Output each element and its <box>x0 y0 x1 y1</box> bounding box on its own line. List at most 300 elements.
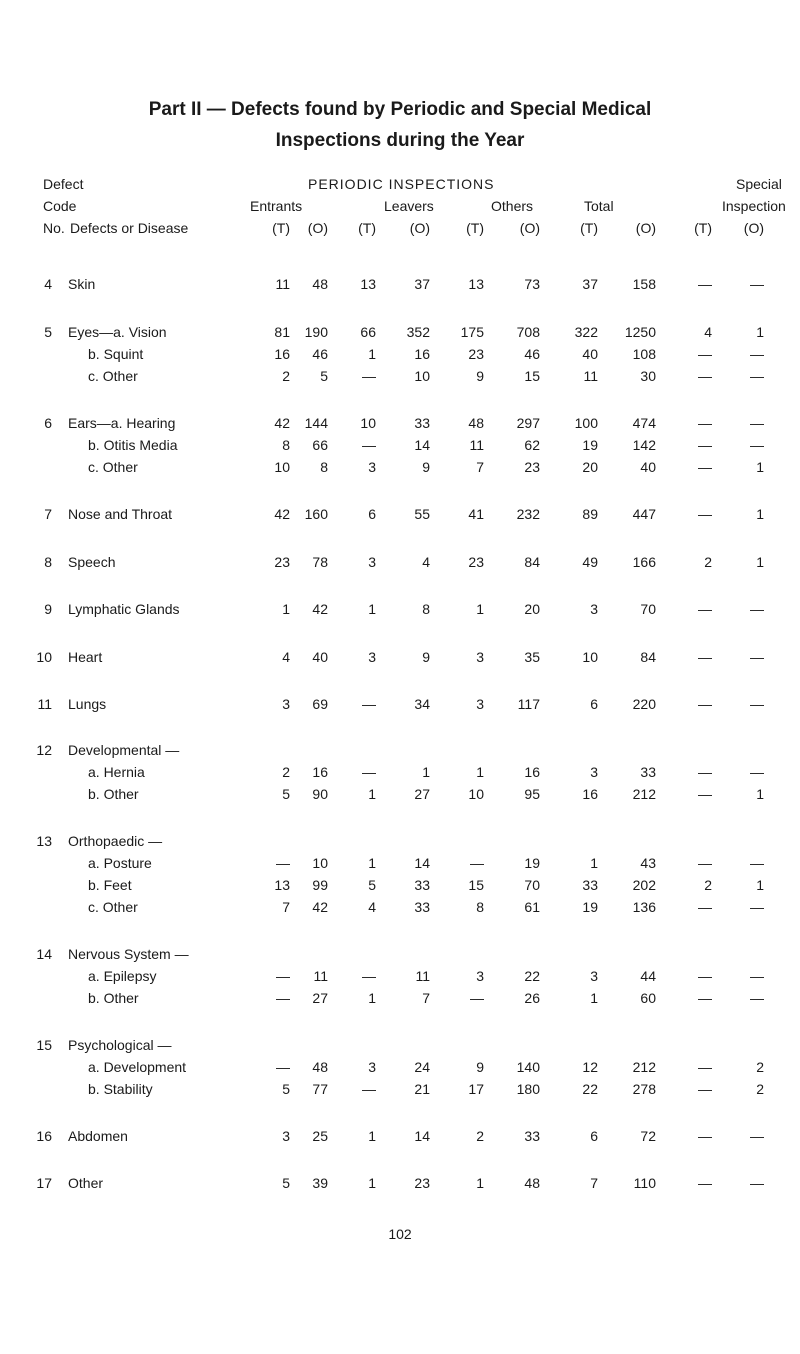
header-o-column: (O) <box>409 220 430 236</box>
cell-value: 27 <box>414 786 430 802</box>
cell-value: — <box>698 415 712 431</box>
cell-value: 81 <box>274 324 290 340</box>
cell-value: — <box>470 855 484 871</box>
cell-value: 27 <box>312 990 328 1006</box>
cell-value: 100 <box>574 415 598 431</box>
cell-value: 55 <box>414 506 430 522</box>
header-o-column: (O) <box>635 220 656 236</box>
row-label: Heart <box>68 649 103 665</box>
cell-value: — <box>276 1059 290 1075</box>
cell-value: 4 <box>368 899 376 915</box>
cell-value: 17 <box>468 1081 484 1097</box>
header-group-leavers: Leavers <box>384 198 434 214</box>
header-t-column: (T) <box>358 220 376 236</box>
table-row <box>0 459 800 479</box>
cell-value: 447 <box>632 506 656 522</box>
row-label: Nervous System — <box>68 946 189 962</box>
cell-value: 3 <box>476 649 484 665</box>
cell-value: 4 <box>704 324 712 340</box>
cell-value: 73 <box>524 276 540 292</box>
cell-value: 33 <box>414 415 430 431</box>
cell-value: 3 <box>368 1059 376 1075</box>
header-t-column: (T) <box>694 220 712 236</box>
cell-value: 10 <box>360 415 376 431</box>
cell-value: 30 <box>640 368 656 384</box>
cell-value: 44 <box>640 968 656 984</box>
table-row <box>0 1128 800 1148</box>
table-row <box>0 742 800 762</box>
row-code: 5 <box>44 324 52 340</box>
cell-value: 46 <box>312 346 328 362</box>
row-code: 10 <box>36 649 52 665</box>
cell-value: 144 <box>304 415 328 431</box>
cell-value: 1250 <box>624 324 656 340</box>
row-label: Lungs <box>68 696 107 712</box>
cell-value: 99 <box>312 877 328 893</box>
cell-value: 13 <box>468 276 484 292</box>
cell-value: 2 <box>282 368 290 384</box>
cell-value: 19 <box>582 899 598 915</box>
cell-value: 46 <box>524 346 540 362</box>
cell-value: — <box>750 601 764 617</box>
cell-value: — <box>698 1059 712 1075</box>
cell-value: — <box>698 968 712 984</box>
cell-value: — <box>362 368 376 384</box>
cell-value: 108 <box>632 346 656 362</box>
cell-value: — <box>470 990 484 1006</box>
cell-value: 33 <box>414 877 430 893</box>
cell-value: 25 <box>312 1128 328 1144</box>
cell-value: 13 <box>360 276 376 292</box>
cell-value: 37 <box>414 276 430 292</box>
table-row <box>0 1175 800 1195</box>
cell-value: — <box>750 764 764 780</box>
cell-value: 42 <box>274 506 290 522</box>
row-code: 7 <box>44 506 52 522</box>
cell-value: 1 <box>368 1128 376 1144</box>
cell-value: 23 <box>468 554 484 570</box>
cell-value: 8 <box>320 459 328 475</box>
cell-value: — <box>698 649 712 665</box>
cell-value: 3 <box>476 696 484 712</box>
cell-value: 34 <box>414 696 430 712</box>
cell-value: 11 <box>313 968 328 984</box>
cell-value: 2 <box>704 877 712 893</box>
cell-value: 24 <box>414 1059 430 1075</box>
table-row <box>0 877 800 897</box>
cell-value: 5 <box>282 1081 290 1097</box>
row-label: Nose and Throat <box>68 506 173 522</box>
cell-value: 6 <box>368 506 376 522</box>
cell-value: 15 <box>468 877 484 893</box>
cell-value: 12 <box>582 1059 598 1075</box>
page-title: Part II — Defects found by Periodic and Special Medical <box>148 99 652 120</box>
row-label: Orthopaedic — <box>68 833 163 849</box>
row-label: Psychological — <box>68 1037 172 1053</box>
cell-value: 474 <box>632 415 656 431</box>
cell-value: 3 <box>476 968 484 984</box>
cell-value: 70 <box>640 601 656 617</box>
cell-value: 10 <box>274 459 290 475</box>
row-label: Skin <box>68 276 96 292</box>
cell-value: 16 <box>414 346 430 362</box>
cell-value: 23 <box>274 554 290 570</box>
header-t-column: (T) <box>272 220 290 236</box>
cell-value: 33 <box>640 764 656 780</box>
cell-value: 1 <box>368 786 376 802</box>
row-label: Developmental — <box>68 742 180 758</box>
header-no: No. <box>43 220 65 236</box>
cell-value: 23 <box>414 1175 430 1191</box>
row-label: a. Hernia <box>88 764 145 780</box>
cell-value: — <box>698 346 712 362</box>
cell-value: 19 <box>582 437 598 453</box>
cell-value: — <box>750 1128 764 1144</box>
cell-value: 40 <box>312 649 328 665</box>
header-inspection: Inspection <box>722 198 786 214</box>
row-code: 9 <box>44 601 52 617</box>
cell-value: 33 <box>582 877 598 893</box>
row-label: Other <box>68 1175 104 1191</box>
cell-value: 19 <box>524 855 540 871</box>
cell-value: — <box>698 899 712 915</box>
cell-value: 1 <box>756 786 764 802</box>
cell-value: 708 <box>516 324 540 340</box>
cell-value: 297 <box>516 415 540 431</box>
cell-value: 1 <box>368 990 376 1006</box>
cell-value: 9 <box>476 1059 484 1075</box>
table-row <box>0 1081 800 1101</box>
table-row <box>0 833 800 853</box>
cell-value: — <box>698 459 712 475</box>
header-group-others: Others <box>491 198 534 214</box>
cell-value: — <box>362 696 376 712</box>
page-subtitle: Inspections during the Year <box>275 130 525 151</box>
cell-value: 20 <box>582 459 598 475</box>
cell-value: 22 <box>582 1081 598 1097</box>
cell-value: 1 <box>422 764 430 780</box>
cell-value: — <box>698 276 712 292</box>
cell-value: 5 <box>368 877 376 893</box>
cell-value: 140 <box>516 1059 540 1075</box>
header-t-column: (T) <box>466 220 484 236</box>
cell-value: — <box>698 506 712 522</box>
cell-value: 10 <box>582 649 598 665</box>
cell-value: 1 <box>368 1175 376 1191</box>
cell-value: 9 <box>422 459 430 475</box>
cell-value: 1 <box>282 601 290 617</box>
header-defects-or-disease: Defects or Disease <box>70 220 189 236</box>
cell-value: 1 <box>368 346 376 362</box>
cell-value: 1 <box>756 554 764 570</box>
cell-value: 78 <box>312 554 328 570</box>
page-number: 102 <box>388 1226 412 1242</box>
cell-value: 14 <box>414 1128 430 1144</box>
cell-value: 14 <box>414 437 430 453</box>
row-label: b. Squint <box>88 346 144 362</box>
cell-value: — <box>698 1128 712 1144</box>
cell-value: 23 <box>468 346 484 362</box>
cell-value: 8 <box>476 899 484 915</box>
cell-value: — <box>698 786 712 802</box>
cell-value: 3 <box>282 696 290 712</box>
cell-value: 23 <box>524 459 540 475</box>
cell-value: 3 <box>368 649 376 665</box>
cell-value: 9 <box>422 649 430 665</box>
cell-value: 90 <box>312 786 328 802</box>
cell-value: 1 <box>476 1175 484 1191</box>
cell-value: — <box>276 968 290 984</box>
cell-value: 352 <box>406 324 430 340</box>
row-label: Eyes—a. Vision <box>68 324 167 340</box>
header-group-total: Total <box>584 198 614 214</box>
cell-value: 48 <box>468 415 484 431</box>
cell-value: 117 <box>517 696 540 712</box>
cell-value: 1 <box>590 855 598 871</box>
row-code: 4 <box>44 276 52 292</box>
cell-value: 1 <box>756 459 764 475</box>
cell-value: 39 <box>312 1175 328 1191</box>
table-row <box>0 696 800 716</box>
cell-value: — <box>698 855 712 871</box>
row-code: 14 <box>36 946 52 962</box>
header-o-column: (O) <box>307 220 328 236</box>
cell-value: 62 <box>524 437 540 453</box>
cell-value: 1 <box>368 855 376 871</box>
cell-value: 1 <box>756 324 764 340</box>
cell-value: 8 <box>422 601 430 617</box>
cell-value: — <box>750 696 764 712</box>
cell-value: — <box>750 899 764 915</box>
row-label: b. Other <box>88 990 139 1006</box>
row-label: Lymphatic Glands <box>68 601 180 617</box>
table-row <box>0 786 800 806</box>
table-row <box>0 437 800 457</box>
cell-value: — <box>750 649 764 665</box>
cell-value: — <box>750 346 764 362</box>
cell-value: 6 <box>590 1128 598 1144</box>
table-row <box>0 601 800 621</box>
cell-value: — <box>276 855 290 871</box>
cell-value: 37 <box>582 276 598 292</box>
cell-value: 10 <box>468 786 484 802</box>
cell-value: 26 <box>524 990 540 1006</box>
cell-value: 16 <box>582 786 598 802</box>
cell-value: — <box>362 1081 376 1097</box>
cell-value: 2 <box>704 554 712 570</box>
cell-value: — <box>362 764 376 780</box>
cell-value: 20 <box>524 601 540 617</box>
table-row <box>0 415 800 435</box>
cell-value: 7 <box>282 899 290 915</box>
cell-value: — <box>750 276 764 292</box>
cell-value: 322 <box>574 324 598 340</box>
header-o-column: (O) <box>519 220 540 236</box>
cell-value: 66 <box>312 437 328 453</box>
cell-value: 61 <box>524 899 540 915</box>
cell-value: — <box>698 1175 712 1191</box>
table-row <box>0 1037 800 1057</box>
row-code: 12 <box>36 742 52 758</box>
header-periodic-inspections: PERIODIC INSPECTIONS <box>308 176 495 192</box>
cell-value: 3 <box>282 1128 290 1144</box>
cell-value: 7 <box>590 1175 598 1191</box>
row-code: 13 <box>36 833 52 849</box>
cell-value: 42 <box>312 899 328 915</box>
cell-value: 3 <box>590 601 598 617</box>
cell-value: 2 <box>756 1059 764 1075</box>
cell-value: 35 <box>524 649 540 665</box>
cell-value: — <box>750 415 764 431</box>
table-row <box>0 324 800 344</box>
cell-value: 42 <box>312 601 328 617</box>
row-label: b. Feet <box>88 877 132 893</box>
cell-value: 10 <box>414 368 430 384</box>
cell-value: 110 <box>633 1175 656 1191</box>
table-row <box>0 990 800 1010</box>
row-label: b. Otitis Media <box>88 437 178 453</box>
cell-value: 3 <box>590 764 598 780</box>
cell-value: 136 <box>632 899 656 915</box>
table-row <box>0 855 800 875</box>
cell-value: — <box>750 968 764 984</box>
cell-value: — <box>698 990 712 1006</box>
header-t-column: (T) <box>580 220 598 236</box>
table-row <box>0 276 800 296</box>
cell-value: 202 <box>632 877 656 893</box>
cell-value: — <box>362 968 376 984</box>
cell-value: 11 <box>415 968 430 984</box>
cell-value: — <box>750 368 764 384</box>
row-label: a. Development <box>88 1059 187 1075</box>
cell-value: 3 <box>368 554 376 570</box>
header-special: Special <box>736 176 782 192</box>
cell-value: — <box>698 601 712 617</box>
cell-value: 22 <box>524 968 540 984</box>
cell-value: 14 <box>414 855 430 871</box>
cell-value: 158 <box>632 276 656 292</box>
header-code: Code <box>43 198 77 214</box>
table-row <box>0 554 800 574</box>
cell-value: 40 <box>582 346 598 362</box>
row-code: 6 <box>44 415 52 431</box>
row-code: 8 <box>44 554 52 570</box>
table-row <box>0 346 800 366</box>
cell-value: 77 <box>312 1081 328 1097</box>
row-code: 16 <box>36 1128 52 1144</box>
row-label: c. Other <box>88 368 138 384</box>
cell-value: 6 <box>590 696 598 712</box>
row-label: a. Epilepsy <box>88 968 157 984</box>
cell-value: — <box>276 990 290 1006</box>
cell-value: 10 <box>312 855 328 871</box>
cell-value: 180 <box>516 1081 540 1097</box>
cell-value: 175 <box>460 324 484 340</box>
row-label: a. Posture <box>88 855 152 871</box>
cell-value: 11 <box>583 368 598 384</box>
cell-value: — <box>750 855 764 871</box>
cell-value: 60 <box>640 990 656 1006</box>
row-code: 11 <box>37 696 52 712</box>
cell-value: 1 <box>756 877 764 893</box>
table-row <box>0 506 800 526</box>
cell-value: 48 <box>312 1059 328 1075</box>
table-row <box>0 649 800 669</box>
cell-value: 48 <box>524 1175 540 1191</box>
table-row <box>0 1059 800 1079</box>
cell-value: 49 <box>582 554 598 570</box>
cell-value: — <box>750 990 764 1006</box>
cell-value: 7 <box>476 459 484 475</box>
cell-value: 4 <box>282 649 290 665</box>
cell-value: 15 <box>524 368 540 384</box>
cell-value: — <box>750 1175 764 1191</box>
cell-value: 42 <box>274 415 290 431</box>
cell-value: 66 <box>360 324 376 340</box>
cell-value: — <box>698 696 712 712</box>
header-o-column: (O) <box>743 220 764 236</box>
table-row <box>0 899 800 919</box>
cell-value: 278 <box>632 1081 656 1097</box>
table-row <box>0 368 800 388</box>
cell-value: 21 <box>414 1081 430 1097</box>
cell-value: 2 <box>282 764 290 780</box>
cell-value: 84 <box>640 649 656 665</box>
cell-value: 3 <box>590 968 598 984</box>
cell-value: 5 <box>282 786 290 802</box>
cell-value: 84 <box>524 554 540 570</box>
cell-value: 40 <box>640 459 656 475</box>
cell-value: 9 <box>476 368 484 384</box>
row-code: 15 <box>36 1037 52 1053</box>
cell-value: 69 <box>312 696 328 712</box>
cell-value: 220 <box>632 696 656 712</box>
cell-value: 5 <box>320 368 328 384</box>
cell-value: 89 <box>582 506 598 522</box>
cell-value: 166 <box>632 554 656 570</box>
cell-value: 1 <box>476 601 484 617</box>
cell-value: — <box>698 1081 712 1097</box>
cell-value: 11 <box>275 276 290 292</box>
cell-value: 2 <box>476 1128 484 1144</box>
row-code: 17 <box>36 1175 52 1191</box>
cell-value: 7 <box>422 990 430 1006</box>
cell-value: 5 <box>282 1175 290 1191</box>
cell-value: 3 <box>368 459 376 475</box>
cell-value: 212 <box>632 1059 656 1075</box>
row-label: Speech <box>68 554 116 570</box>
cell-value: 11 <box>469 437 484 453</box>
cell-value: 72 <box>640 1128 656 1144</box>
row-label: c. Other <box>88 459 138 475</box>
cell-value: — <box>698 764 712 780</box>
table-row <box>0 764 800 784</box>
cell-value: 70 <box>524 877 540 893</box>
row-label: Ears—a. Hearing <box>68 415 176 431</box>
cell-value: — <box>698 368 712 384</box>
cell-value: 48 <box>312 276 328 292</box>
cell-value: 2 <box>756 1081 764 1097</box>
row-label: Abdomen <box>68 1128 128 1144</box>
cell-value: 160 <box>304 506 328 522</box>
cell-value: 95 <box>524 786 540 802</box>
cell-value: 33 <box>414 899 430 915</box>
cell-value: 16 <box>312 764 328 780</box>
cell-value: 41 <box>468 506 484 522</box>
row-label: c. Other <box>88 899 138 915</box>
cell-value: 142 <box>632 437 656 453</box>
cell-value: 13 <box>274 877 290 893</box>
